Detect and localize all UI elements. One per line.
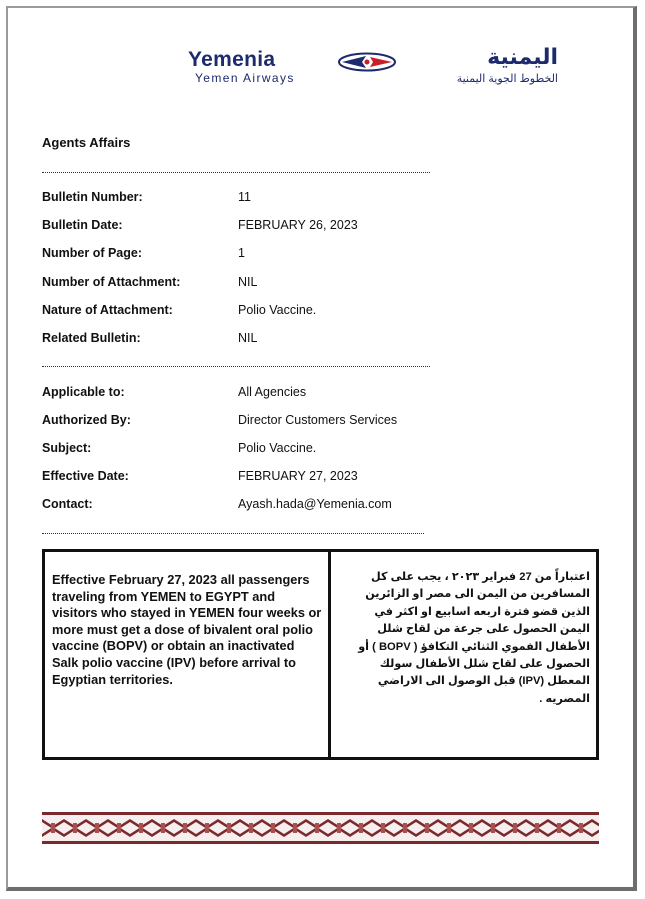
field-label: Contact:	[42, 497, 93, 511]
notice-arabic: اعتباراً من 27 فبراير ٢٠٢٣ ، يجب على كل المسافرين من اليمن الى مصر او الزائرين الذين قضو فترة اربعه اسابيع او اكثر في اليمن الحصول على جرعة من لقاح شلل الأطفال الفموي الثنائي التكافؤ ( BOPV ) أو الحصول على لقاح شلل الأطفال سولك المعطل (IPV) قبل الوصول الى الاراضي المصريه .	[358, 571, 590, 705]
field-label: Number of Page:	[42, 246, 143, 260]
attachment-nature-row	[42, 303, 602, 321]
field-value: Director Customers Services	[238, 413, 398, 427]
divider	[42, 533, 424, 534]
brand-subtitle-en: Yemen Airways	[195, 71, 295, 85]
field-label: Bulletin Date:	[42, 218, 123, 232]
page-count-row	[42, 246, 602, 264]
section-title: Agents Affairs	[42, 135, 131, 150]
brand-name-en: Yemenia	[188, 48, 276, 71]
decorative-pattern-icon	[42, 812, 599, 844]
brand-name-ar: اليمنية	[487, 44, 558, 69]
applicable-to-row	[42, 385, 602, 403]
brand-subtitle-ar: الخطوط الجوية اليمنية	[456, 73, 558, 85]
yemenia-logo	[180, 44, 580, 89]
bulletin-date-row	[42, 218, 602, 236]
airline-emblem-icon	[336, 52, 398, 72]
field-label: Effective Date:	[42, 469, 129, 483]
field-value: 1	[238, 246, 245, 260]
field-value: NIL	[238, 331, 258, 345]
authorized-by-row	[42, 413, 602, 431]
field-value: FEBRUARY 26, 2023	[238, 218, 358, 232]
field-value: 11	[238, 190, 251, 204]
field-value: All Agencies	[238, 385, 307, 399]
contact-email: Ayash.hada@Yemenia.com	[238, 497, 392, 511]
field-label: Related Bulletin:	[42, 331, 141, 345]
field-value: Polio Vaccine.	[238, 441, 317, 455]
related-bulletin-row	[42, 331, 602, 349]
bulletin-number-row	[42, 190, 602, 208]
contact-row	[42, 497, 602, 515]
divider	[42, 366, 430, 367]
subject-row	[42, 441, 602, 459]
attachment-count-row	[42, 275, 602, 293]
field-label: Number of Attachment:	[42, 275, 181, 289]
effective-date-row	[42, 469, 602, 487]
field-label: Nature of Attachment:	[42, 303, 173, 317]
field-label: Bulletin Number:	[42, 190, 143, 204]
field-label: Applicable to:	[42, 385, 125, 399]
field-value: NIL	[238, 275, 258, 289]
notice-box	[42, 549, 599, 760]
field-label: Subject:	[42, 441, 92, 455]
divider	[42, 172, 430, 173]
notice-english: Effective February 27, 2023 all passengers traveling from YEMEN to EGYPT and visitors who stayed in YEMEN four weeks or more must get a dose of bivalent oral polio vaccine (BOPV) or obtain an inactivated Salk polio vaccine (IPV) before arrival to Egyptian territories.	[45, 552, 331, 757]
field-value: FEBRUARY 27, 2023	[238, 469, 358, 483]
field-value: Polio Vaccine.	[238, 303, 317, 317]
field-label: Authorized By:	[42, 413, 131, 427]
